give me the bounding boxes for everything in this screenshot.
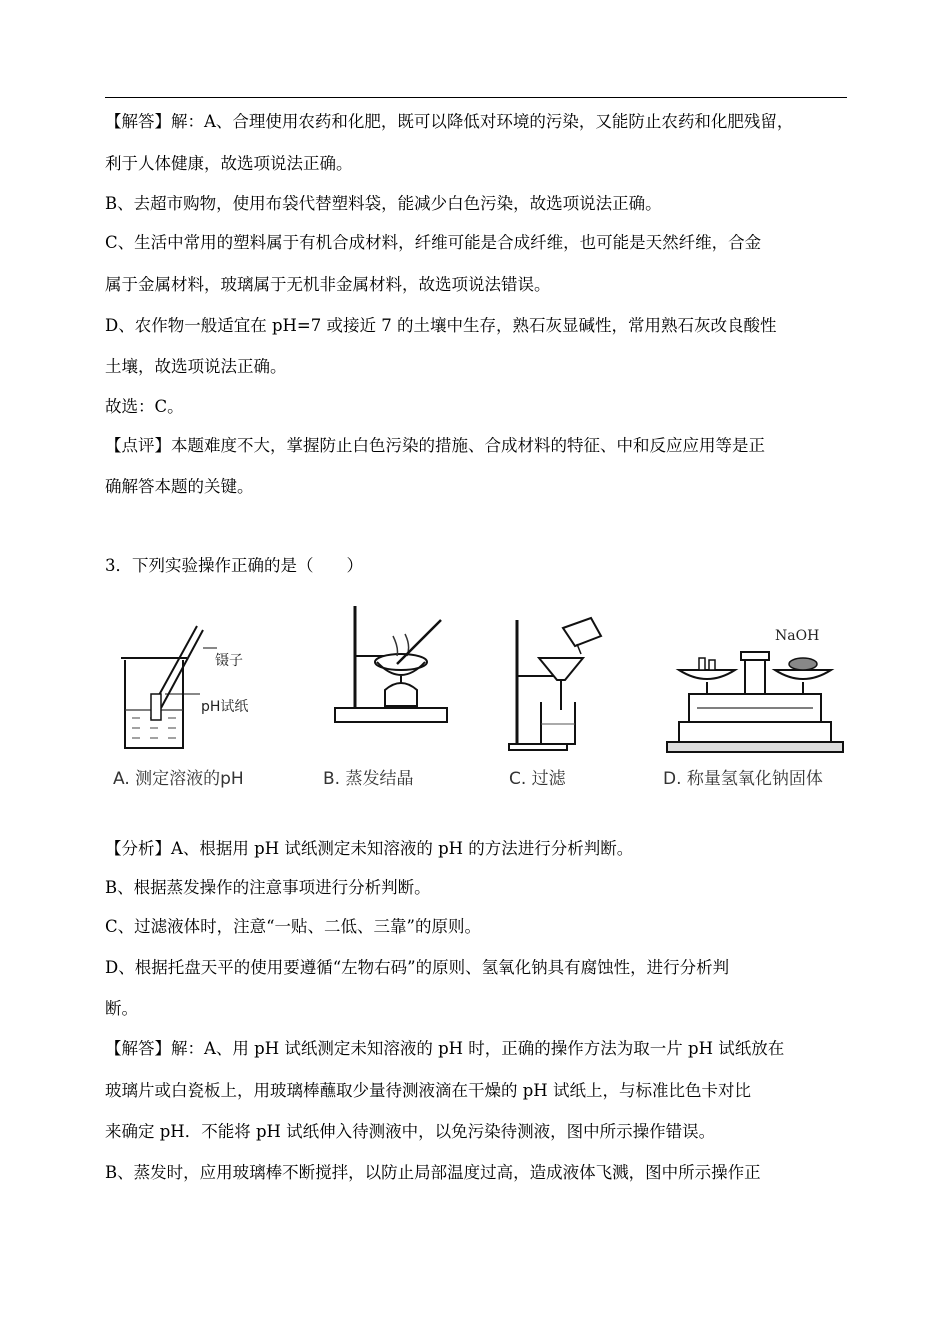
answer-line-2: 利于人体健康，故选项说法正确。: [105, 154, 353, 173]
answer-line-6: D、农作物一般适宜在 pH=7 或接近 7 的土壤中生存，熟石灰显碱性，常用熟石灰改良酸性: [105, 316, 777, 335]
analysis-line-5: 断。: [105, 999, 138, 1018]
analysis-line-4: D、根据托盘天平的使用要遵循“左物右码”的原则、氢氧化钠具有腐蚀性，进行分析判: [105, 958, 730, 977]
header-rule: [105, 97, 847, 98]
comment-line-1: 【点评】本题难度不大，掌握防止白色污染的措施、合成材料的特征、中和反应应用等是正: [105, 436, 765, 455]
answer-line-7: 土壤，故选项说法正确。: [105, 357, 287, 376]
answer-line-3: B、去超市购物，使用布袋代替塑料袋，能减少白色污染，故选项说法正确。: [105, 194, 662, 213]
analysis-line-3: C、过滤液体时，注意“一贴、二低、三靠”的原则。: [105, 917, 481, 936]
solution-line-3: 来确定 pH．不能将 pH 试纸伸入待测液中，以免污染待测液，图中所示操作错误。: [105, 1122, 716, 1141]
figure-a: [105, 598, 275, 798]
answer-line-1: 【解答】解：A、合理使用农药和化肥，既可以降低对环境的污染，又能防止农药和化肥残留，: [105, 112, 794, 131]
answer-line-8: 故选：C。: [105, 397, 184, 416]
figure-d-caption: D. 称量氢氧化钠固体: [663, 769, 823, 789]
analysis-line-1: 【分析】A、根据用 pH 试纸测定未知溶液的 pH 的方法进行分析判断。: [105, 839, 634, 858]
figure-d: [663, 598, 847, 798]
tweezers-label: 镊子: [215, 653, 243, 669]
beaker-tweezers-illustration: [105, 598, 275, 758]
solution-line-4: B、蒸发时，应用玻璃棒不断搅拌，以防止局部温度过高，造成液体飞溅，图中所示操作正: [105, 1163, 761, 1182]
evaporation-setup-illustration: [313, 598, 463, 758]
experiment-figures: [105, 598, 847, 798]
analysis-line-2: B、根据蒸发操作的注意事项进行分析判断。: [105, 878, 431, 897]
figure-b: [313, 598, 463, 798]
question-text: 3．下列实验操作正确的是（ ）: [105, 556, 363, 575]
figure-c: [503, 598, 643, 798]
figure-c-caption: C. 过滤: [509, 769, 566, 789]
ph-paper-label: pH试纸: [201, 699, 249, 715]
answer-line-5: 属于金属材料，玻璃属于无机非金属材料，故选项说法错误。: [105, 275, 551, 294]
figure-a-caption: A. 测定溶液的pH: [113, 769, 244, 789]
figure-b-caption: B. 蒸发结晶: [323, 769, 414, 789]
naoh-label: NaOH: [775, 628, 820, 644]
filtration-setup-illustration: [503, 598, 643, 758]
solution-line-1: 【解答】解：A、用 pH 试纸测定未知溶液的 pH 时，正确的操作方法为取一片 pH 试纸放在: [105, 1039, 785, 1058]
answer-line-4: C、生活中常用的塑料属于有机合成材料，纤维可能是合成纤维，也可能是天然纤维，合金: [105, 233, 762, 252]
comment-line-2: 确解答本题的关键。: [105, 477, 254, 496]
solution-line-2: 玻璃片或白瓷板上，用玻璃棒蘸取少量待测液滴在干燥的 pH 试纸上，与标准比色卡对比: [105, 1081, 751, 1100]
balance-scale-illustration: [663, 598, 847, 758]
